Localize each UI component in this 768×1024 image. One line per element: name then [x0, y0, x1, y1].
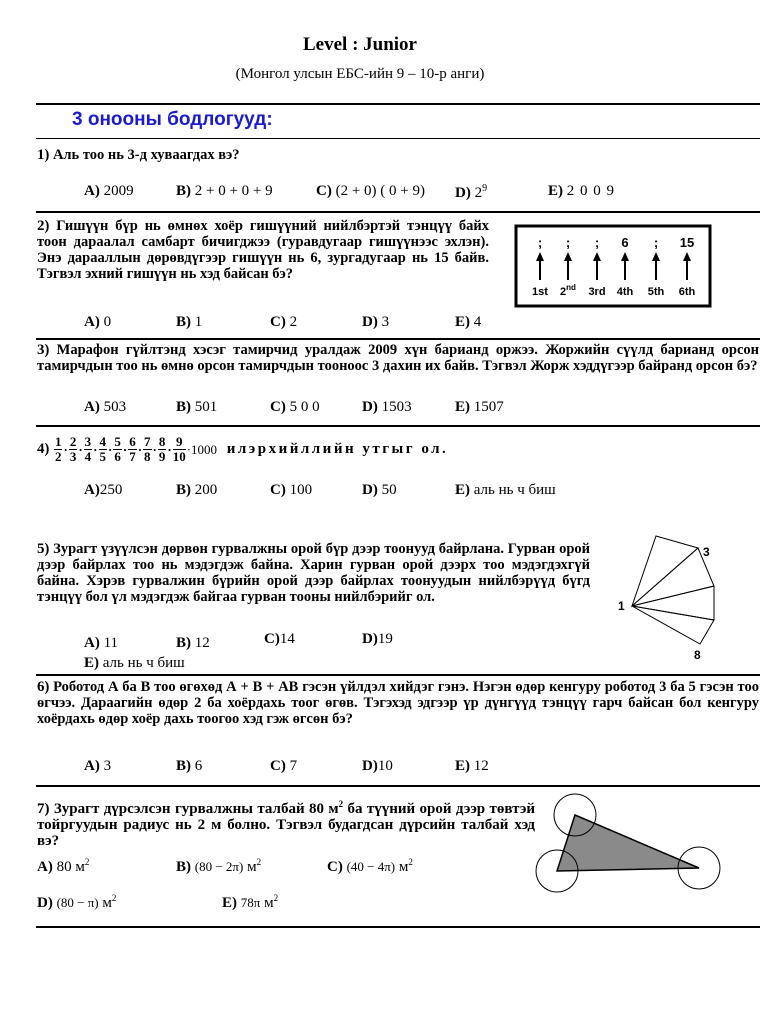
- q5-option-a[interactable]: A) 11: [84, 635, 119, 651]
- divider: [36, 211, 760, 213]
- multiply-dot: ·: [93, 441, 98, 457]
- board-term: 6: [621, 235, 629, 250]
- question-number: 5: [37, 541, 45, 557]
- q5-option-e[interactable]: E) аль нь ч биш: [84, 655, 185, 671]
- multiply-dot: ·: [122, 441, 128, 457]
- q1-option-d[interactable]: D) $2^9$: [455, 183, 488, 201]
- multiply-dot: ·: [108, 441, 113, 457]
- q1-option-a[interactable]: A) 2009: [84, 183, 134, 199]
- page-subtitle: (Монгол улсын ЕБС-ийн 9 – 10-р анги): [235, 66, 485, 82]
- q7-option-c[interactable]: C) (40 − 4π) $м^2$: [327, 857, 413, 875]
- question-1: [37, 147, 737, 163]
- q2-option-d[interactable]: D) 3: [362, 314, 390, 330]
- fraction: $\frac{1}{2}$: [54, 434, 62, 465]
- triangle: [632, 586, 714, 620]
- board-term: ;: [653, 235, 659, 250]
- triangle: [632, 536, 698, 606]
- fraction: $\frac{8}{9}$: [158, 434, 166, 465]
- q4-option-d[interactable]: D) 50: [362, 482, 397, 498]
- fraction: $\frac{7}{8}$: [144, 434, 151, 465]
- fraction: $\frac{9}{10}$: [172, 434, 186, 465]
- multiply-dot: ·: [78, 441, 83, 457]
- shaded-triangle: [557, 815, 699, 871]
- question-number: 1: [37, 147, 45, 163]
- divider: [36, 785, 760, 787]
- divider: [36, 338, 760, 340]
- board-term: ;: [537, 235, 543, 250]
- board-term: ;: [594, 235, 600, 250]
- q3-option-b[interactable]: B) 501: [176, 399, 218, 415]
- triangle: [632, 548, 714, 606]
- product-expression: [53, 434, 187, 465]
- fraction: $\frac{6}{7}$: [129, 434, 136, 465]
- q4-option-b[interactable]: B) 200: [176, 482, 218, 498]
- multiply-dot: ·: [137, 441, 143, 457]
- q1-option-e[interactable]: E) 2 0 0 9: [548, 183, 615, 199]
- q7-option-b[interactable]: B) (80 − 2π) $м^2$: [176, 857, 262, 875]
- question-text: ) Аль тоо нь 3-д хуваагдах вэ?: [44, 147, 240, 163]
- section-heading: 3 онооны бодлогууд:: [72, 109, 273, 130]
- q4-option-c[interactable]: C) 100: [270, 482, 313, 498]
- q2-option-e[interactable]: E) 4: [455, 314, 482, 330]
- sequence-board-figure: [514, 224, 712, 308]
- q4-option-a[interactable]: A)250: [84, 482, 123, 498]
- question-number: 6: [37, 679, 45, 695]
- expression-tail: ·1000: [186, 441, 218, 457]
- question-6: [37, 679, 759, 727]
- q2-option-b[interactable]: B) 1: [176, 314, 203, 330]
- q1-option-b[interactable]: B) 2 + 0 + 0 + 9: [176, 183, 273, 199]
- divider: [36, 425, 760, 427]
- divider: [36, 926, 760, 928]
- q6-option-e[interactable]: E) 12: [455, 758, 489, 774]
- q4-option-e[interactable]: E) аль нь ч биш: [455, 482, 556, 498]
- triangle-circles-figure: [534, 789, 730, 897]
- q6-option-b[interactable]: B) 6: [176, 758, 203, 774]
- divider: [36, 674, 760, 676]
- multiply-dot: ·: [167, 441, 172, 457]
- q5-option-b[interactable]: B) 12: [176, 635, 210, 651]
- q3-option-e[interactable]: E) 1507: [455, 399, 504, 415]
- question-5: [37, 541, 590, 605]
- q3-option-c[interactable]: C) 5 0 0: [270, 399, 320, 415]
- fraction: $\frac{4}{5}$: [99, 434, 106, 465]
- vertex-label-3: 3: [703, 545, 710, 559]
- fan-triangles-figure: [614, 528, 724, 664]
- question-number: 4: [37, 441, 45, 457]
- board-position: 3rd: [588, 286, 606, 298]
- question-text: ) Марафон гүйлтэнд хэсэг тамирчид уралдаж 2009 хүн барианд оржээ. Жоржийн сүүлд барианд орсон тамирчдын тоо нь өмнө орсон тамирчдын тооноос 3 дахин их байв. Тэгвэл Жорж хэддүгээр байранд орсон бэ?: [37, 342, 759, 374]
- vertex-label-1: 1: [618, 599, 625, 613]
- q5-option-c[interactable]: C)14: [264, 631, 295, 647]
- fraction: $\frac{2}{3}$: [69, 434, 77, 465]
- question-number: 3: [37, 342, 45, 358]
- board-position: 6th: [678, 286, 696, 298]
- question-7: 7) Зурагт дүрсэлсэн гурвалжны талбай 80 $м^2$ ба түүний орой дээр төвтэй тойргуудын радиус нь 2 м болно. Тэгвэл будагдсан дүрсийн талбай хэд вэ?: [37, 799, 535, 849]
- question-text: ) Гишүүн бүр нь өмнөх хоёр гишүүний нийлбэртэй тэнцүү байх тоон дараалал самбарт бичигджээ (гуравдугаар гишүүнээс эхлэн). Энэ дарааллын дөрөвдүгээр гишүүн нь 6, зургадугаар нь 15 байв. Тэгвэл эхний гишүүн нь хэд байсан бэ?: [37, 218, 489, 282]
- fraction: $\frac{5}{6}$: [114, 434, 121, 465]
- q1-option-c[interactable]: C) (2 + 0) ( 0 + 9): [316, 183, 425, 199]
- q2-option-c[interactable]: C) 2: [270, 314, 298, 330]
- question-text: ) Роботод А ба В тоо өгөхөд А + В + АВ гэсэн үйлдэл хийдэг гэнэ. Нэгэн өдөр кенгуру роботод 3 ба 5 гэсэн тоо өгчээ. Дараагийн өдөр 2 ба хоёрдахь тоог өгөв. Тэгэхэд эдгээр үр дүнгүүд тэнцүү гарч байсан бол кенгуру хоёрдахь өдөр хоёр дахь тоогоо хэд гэж өгсөн бэ?: [37, 679, 759, 727]
- q5-option-d[interactable]: D)19: [362, 631, 393, 647]
- board-position: 4th: [616, 286, 634, 298]
- board-term: ;: [565, 235, 571, 250]
- board-term: 15: [679, 235, 695, 250]
- q2-option-a[interactable]: A) 0: [84, 314, 112, 330]
- question-text: ) Зурагт үзүүлсэн дөрвөн гурвалжны орой бүр дээр тоонууд байрлана. Гурван орой дээр байрлах тоо нь мэдэгдэж байна. Харин гурван орой дээрх тоо мэдэгдэхгүй байна. Хэрэв гурвалжин бүрийн орой дээр байрлах тоонуудын нийлбэрүүд бүгд тэнцүү бол үл мэдэгдэж байгаа гурван тооны нийлбэрийг ол.: [37, 541, 590, 605]
- q7-option-a[interactable]: A) 80 $м^2$: [37, 857, 90, 875]
- question-2: [37, 218, 489, 282]
- board-position: 2nd: [560, 283, 576, 298]
- board-position: 5th: [647, 286, 665, 298]
- fraction: $\frac{3}{4}$: [84, 434, 92, 465]
- question-4: 4) $\frac{1}{2}$ · $\frac{2}{3}$ · $\frac{3}{4}$ · $\frac{4}{5}$ · $\frac{5}{6}$ · $\frac{6}{7}$ · $\frac{7}{8}$ · $\frac{8}{9}$ · $\frac{9}{10}$ ·1000 илэрхийллийн утгыг ол.: [37, 434, 449, 465]
- q6-option-d[interactable]: D)10: [362, 758, 393, 774]
- q3-option-a[interactable]: A) 503: [84, 399, 127, 415]
- multiply-dot: ·: [63, 441, 68, 457]
- q6-option-c[interactable]: C) 7: [270, 758, 298, 774]
- divider: [36, 103, 760, 105]
- q7-option-e[interactable]: E) 78π $м^2$: [222, 893, 279, 911]
- divider: [36, 138, 760, 139]
- triangle: [632, 606, 714, 644]
- question-number: 2: [37, 218, 45, 234]
- q7-option-d[interactable]: D) (80 − π) $м^2$: [37, 893, 117, 911]
- q6-option-a[interactable]: A) 3: [84, 758, 112, 774]
- board-position: 1st: [532, 286, 548, 298]
- page-title: Level : Junior: [303, 34, 417, 55]
- vertex-label-8: 8: [694, 648, 701, 662]
- question-text: илэрхийллийн утгыг ол.: [226, 441, 449, 457]
- q3-option-d[interactable]: D) 1503: [362, 399, 412, 415]
- question-3: [37, 342, 759, 374]
- multiply-dot: ·: [152, 441, 157, 457]
